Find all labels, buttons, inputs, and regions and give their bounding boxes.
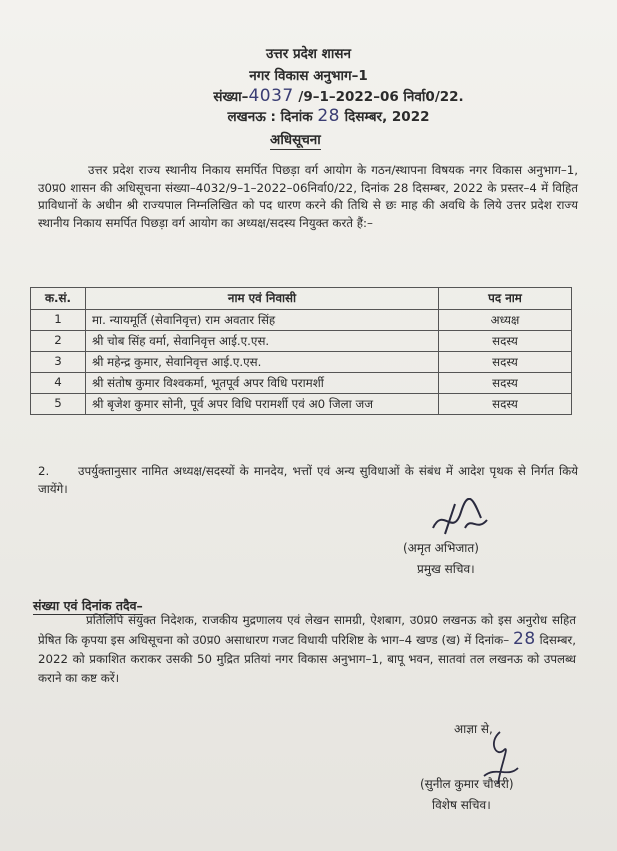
copy-text-2: दिसम्बर, 2022 को प्रकाशित कराकर उसकी 50 मुद्रित प्रतियां नगर विकास अनुभाग–1, बापू भवन, सातवां तल लखनऊ को उपलब्ध कराने का कष्ट करें। <box>38 633 577 685</box>
col-sn: क.सं. <box>31 288 86 310</box>
copy-text: प्रतिलिपि संयुक्त निदेशक, राजकीय मुद्रणालय एवं लेखन सामग्री, ऐशबाग, उ0प्र0 लखनऊ को इस अनुरोध सहित प्रेषित कि कृपया इस अधिसूचना को उ0प्र0 असाधारण गजट विधायी परिशिष्ट के भाग–4 खण्ड (ख) में दिनांक– <box>38 613 576 647</box>
paragraph-2 <box>38 463 578 498</box>
signatory-1-designation: प्रमुख सचिव। <box>417 562 475 576</box>
date-handwritten: 28 <box>317 106 340 126</box>
signatory-2-designation: विशेष सचिव। <box>432 798 491 812</box>
table-row: 5 श्री बृजेश कुमार सोनी, पूर्व अपर विधि परामर्शी एवं अ0 जिला जज सदस्य <box>31 394 572 415</box>
col-post: पद नाम <box>439 288 572 310</box>
header-number <box>30 86 617 106</box>
table-row: 4 श्री संतोष कुमार विश्वकर्मा, भूतपूर्व अपर विधि परामर्शी सदस्य <box>31 373 572 394</box>
date-rest: दिसम्बर, 2022 <box>344 109 430 125</box>
signatory-2 <box>420 774 514 816</box>
by-order: आज्ञा से, <box>454 722 493 736</box>
intro-paragraph: उत्तर प्रदेश राज्य स्थानीय निकाय समर्पित पिछड़ा वर्ग आयोग के गठन/स्थापना विषयक नगर विकास अनुभाग–1, उ0प्र0 शासन की अधिसूचना संख्या–4032/9–1–2022–06निर्वा0/22, दिनांक 28 दिसम्बर, 2022 के प्रस्तर–4 में विहित प्राविधानों के अधीन श्री राज्यपाल निम्नलिखित को पद धारण करने की तिथि से छः माह की अवधि के लिये उत्तर प्रदेश राज्य स्थानीय निकाय समर्पित पिछड़ा वर्ग आयोग का अध्यक्ष/सदस्य नियुक्त करते हैं:– <box>38 163 578 230</box>
number-label: संख्या– <box>213 89 249 105</box>
para2-text: उपर्युक्तानुसार नामित अध्यक्ष/सदस्यों के मानदेय, भत्तों एवं अन्य सुविधाओं के संबंध में आदेश पृथक से निर्गत किये जायेंगे। <box>38 464 578 496</box>
table-row: 2 श्री चोब सिंह वर्मा, सेवानिवृत्त आई.ए.एस. सदस्य <box>31 331 572 352</box>
para2-number: 2. <box>38 464 50 478</box>
appointment-table <box>30 287 572 415</box>
col-name: नाम एवं निवासी <box>86 288 439 310</box>
table-header-row <box>31 288 572 310</box>
header-govt: उत्तर प्रदेश शासन <box>266 46 351 62</box>
number-handwritten: 4037 <box>248 86 294 106</box>
table-row: 1 मा. न्यायमूर्ति (सेवानिवृत्त) राम अवतार सिंह अध्यक्ष <box>31 310 572 331</box>
date-label: लखनऊ : दिनांक <box>227 109 313 125</box>
header-date <box>20 106 617 126</box>
header-department: नगर विकास अनुभाग–1 <box>249 68 368 84</box>
table-row: 3 श्री महेन्द्र कुमार, सेवानिवृत्त आई.ए.एस. सदस्य <box>31 352 572 373</box>
signatory-1 <box>403 538 479 580</box>
number-rest: /9–1–2022–06 निर्वा0/22. <box>298 89 464 105</box>
notification-title: अधिसूचना <box>270 132 321 148</box>
signatory-2-name: (सुनील कुमार चौधरी) <box>420 777 514 791</box>
copy-date-handwritten: 28 <box>513 629 536 649</box>
signatory-1-name: (अमृत अभिजात) <box>403 541 479 555</box>
copy-heading: संख्या एवं दिनांक तदैव– <box>33 598 143 613</box>
copy-paragraph <box>38 611 576 688</box>
